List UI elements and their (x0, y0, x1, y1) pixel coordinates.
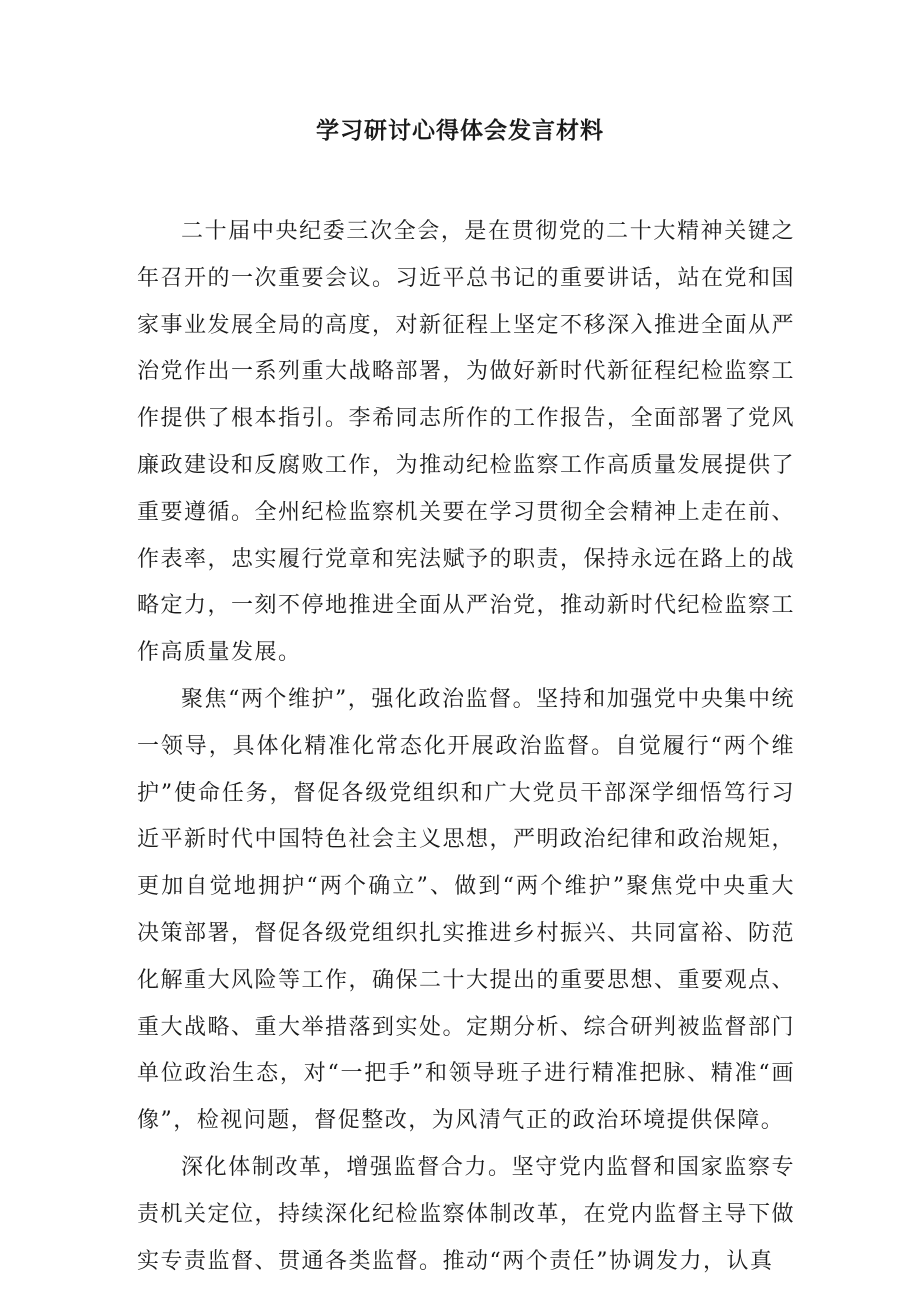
paragraph-intro: 二十届中央纪委三次全会，是在贯彻党的二十大精神关键之年召开的一次重要会议。习近平总书记的重要讲话，站在党和国家事业发展全局的高度，对新征程上坚定不移深入推进全面从严治党作出一系列重大战略部署，为做好新时代新征程纪检监察工作提供了根本指引。李希同志所作的工作报告，全面部署了党风廉政建设和反腐败工作，为推动纪检监察工作高质量发展提供了重要遵循。全州纪检监察机关要在学习贯彻全会精神上走在前、作表率，忠实履行党章和宪法赋予的职责，保持永远在路上的战略定力，一刻不停地推进全面从严治党，推动新时代纪检监察工作高质量发展。 (137, 219, 796, 666)
paragraph-political-supervision: 聚焦“两个维护”，强化政治监督。坚持和加强党中央集中统一领导，具体化精准化常态化开展政治监督。自觉履行“两个维护”使命任务，督促各级党组织和广大党员干部深学细悟笃行习近平新时代中国特色社会主义思想，严明政治纪律和政治规矩，更加自觉地拥护“两个确立”、做到“两个维护”聚焦党中央重大决策部署，督促各级党组织扎实推进乡村振兴、共同富裕、防范化解重大风险等工作，确保二十大提出的重要思想、重要观点、重大战略、重大举措落到实处。定期分析、综合研判被监督部门单位政治生态，对“一把手”和领导班子进行精准把脉、精准“画像”，检视问题，督促整改，为风清气正的政治环境提供保障。 (137, 686, 796, 1134)
document-body (137, 209, 795, 1285)
document-title: 学习研讨心得体会发言材料 (316, 118, 604, 144)
paragraph-system-reform: 深化体制改革，增强监督合力。坚守党内监督和国家监察专责机关定位，持续深化纪检监察体制改革，在党内监督主导下做实专责监督、贯通各类监督。推动“两个责任”协调发力，认真 (137, 1154, 796, 1274)
